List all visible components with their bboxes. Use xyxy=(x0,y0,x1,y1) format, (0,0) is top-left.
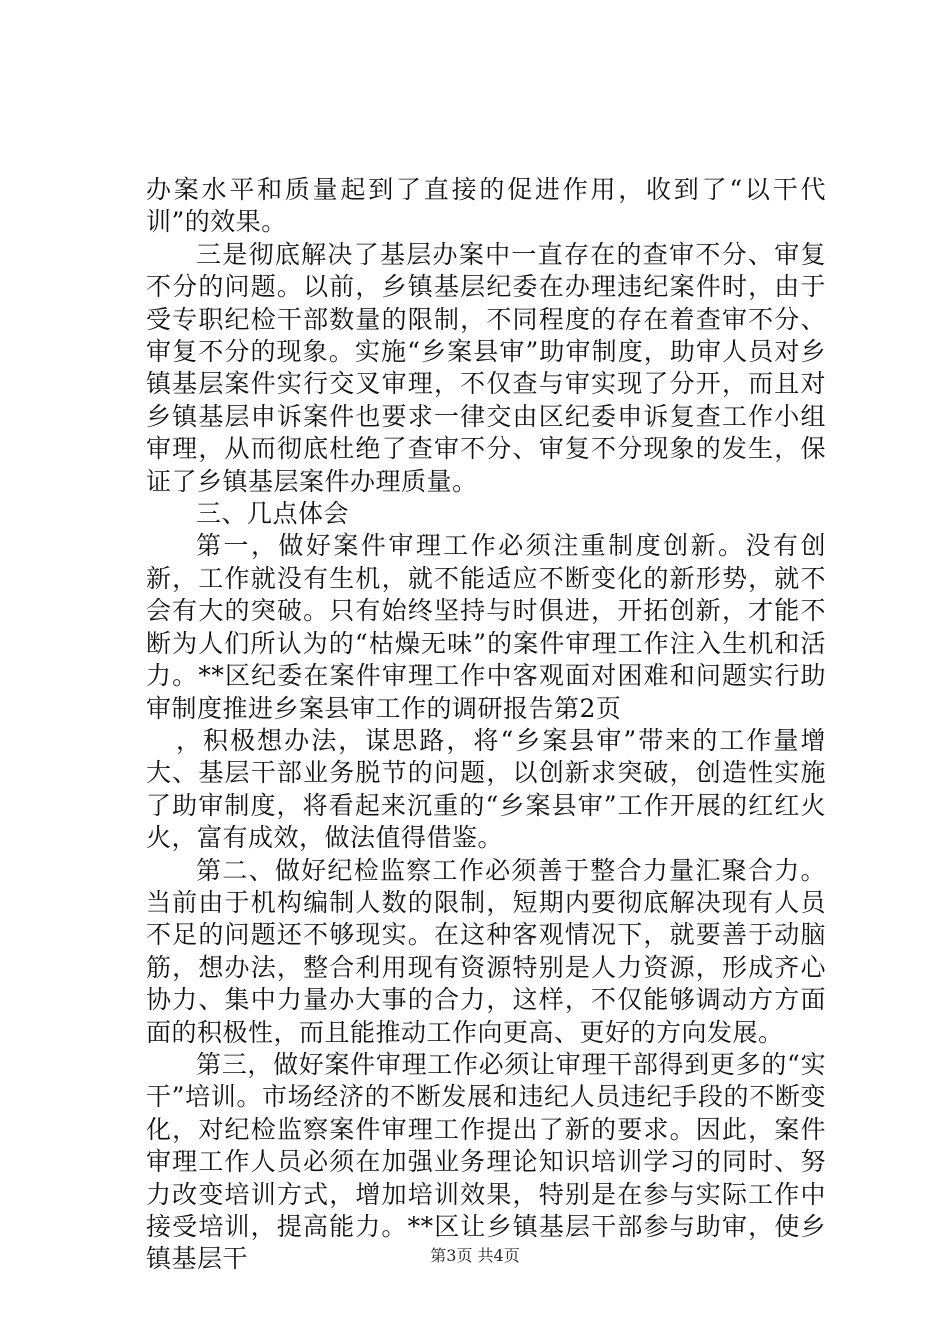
paragraph-second-insight: 第二、做好纪检监察工作必须善于整合力量汇聚合力。当前由于机构编制人数的限制，短期内要彻底解决现有人员不足的问题还不够现实。在这种客观情况下，就要善于动脑筋，想办法，整合利用现有资源特别是人力资源，形成齐心协力、集中力量办大事的合力，这样，不仅能够调动方方面面的积极性，而且能推动工作向更高、更好的方向发展。 xyxy=(146,855,826,1047)
paragraph-first-insight: 第一，做好案件审理工作必须注重制度创新。没有创新，工作就没有生机，就不能适应不断变化的新形势，就不会有大的突破。只有始终坚持与时俱进，开拓创新，才能不断为人们所认为的“枯燥无味”的案件审理工作注入生机和活力。**区纪委在案件审理工作中客观面对困难和问题实行助审制度推进乡案县审工作的调研报告第2页 xyxy=(146,531,826,723)
page-number-footer: 第3页 共4页 xyxy=(430,1246,520,1265)
paragraph-continuation: 办案水平和质量起到了直接的促进作用，收到了“以干代训”的效果。 xyxy=(146,175,826,237)
paragraph-third-insight: 第三，做好案件审理工作必须让审理干部得到更多的“实干”培训。市场经济的不断发展和违纪人员违纪手段的不断变化，对纪检监察案件审理工作提出了新的要求。因此，案件审理工作人员必须在加强业务理论知识培训学习的同时、努力改变培训方式，增加培训效果，特别是在参与实际工作中接受培训，提高能力。**区让乡镇基层干部参与助审，使乡镇基层干 xyxy=(146,1049,826,1274)
document-body xyxy=(146,174,826,1276)
paragraph-first-insight-continued: ，积极想办法，谋思路，将“乡案县审”带来的工作量增大、基层干部业务脱节的问题，以创新求突破，创造性实施了助审制度，将看起来沉重的“乡案县审”工作开展的红红火火，富有成效，做法值得借鉴。 xyxy=(146,725,826,853)
paragraph-third-point: 三是彻底解决了基层办案中一直存在的查审不分、审复不分的问题。以前，乡镇基层纪委在办理违纪案件时，由于受专职纪检干部数量的限制，不同程度的存在着查审不分、审复不分的现象。实施“乡案县审”助审制度，助审人员对乡镇基层案件实行交叉审理，不仅查与审实现了分开，而且对乡镇基层申诉案件也要求一律交由区纪委申诉复查工作小组审理，从而彻底杜绝了查审不分、审复不分现象的发生，保证了乡镇基层案件办理质量。 xyxy=(146,239,826,496)
section-heading-experience: 三、几点体会 xyxy=(196,499,350,529)
